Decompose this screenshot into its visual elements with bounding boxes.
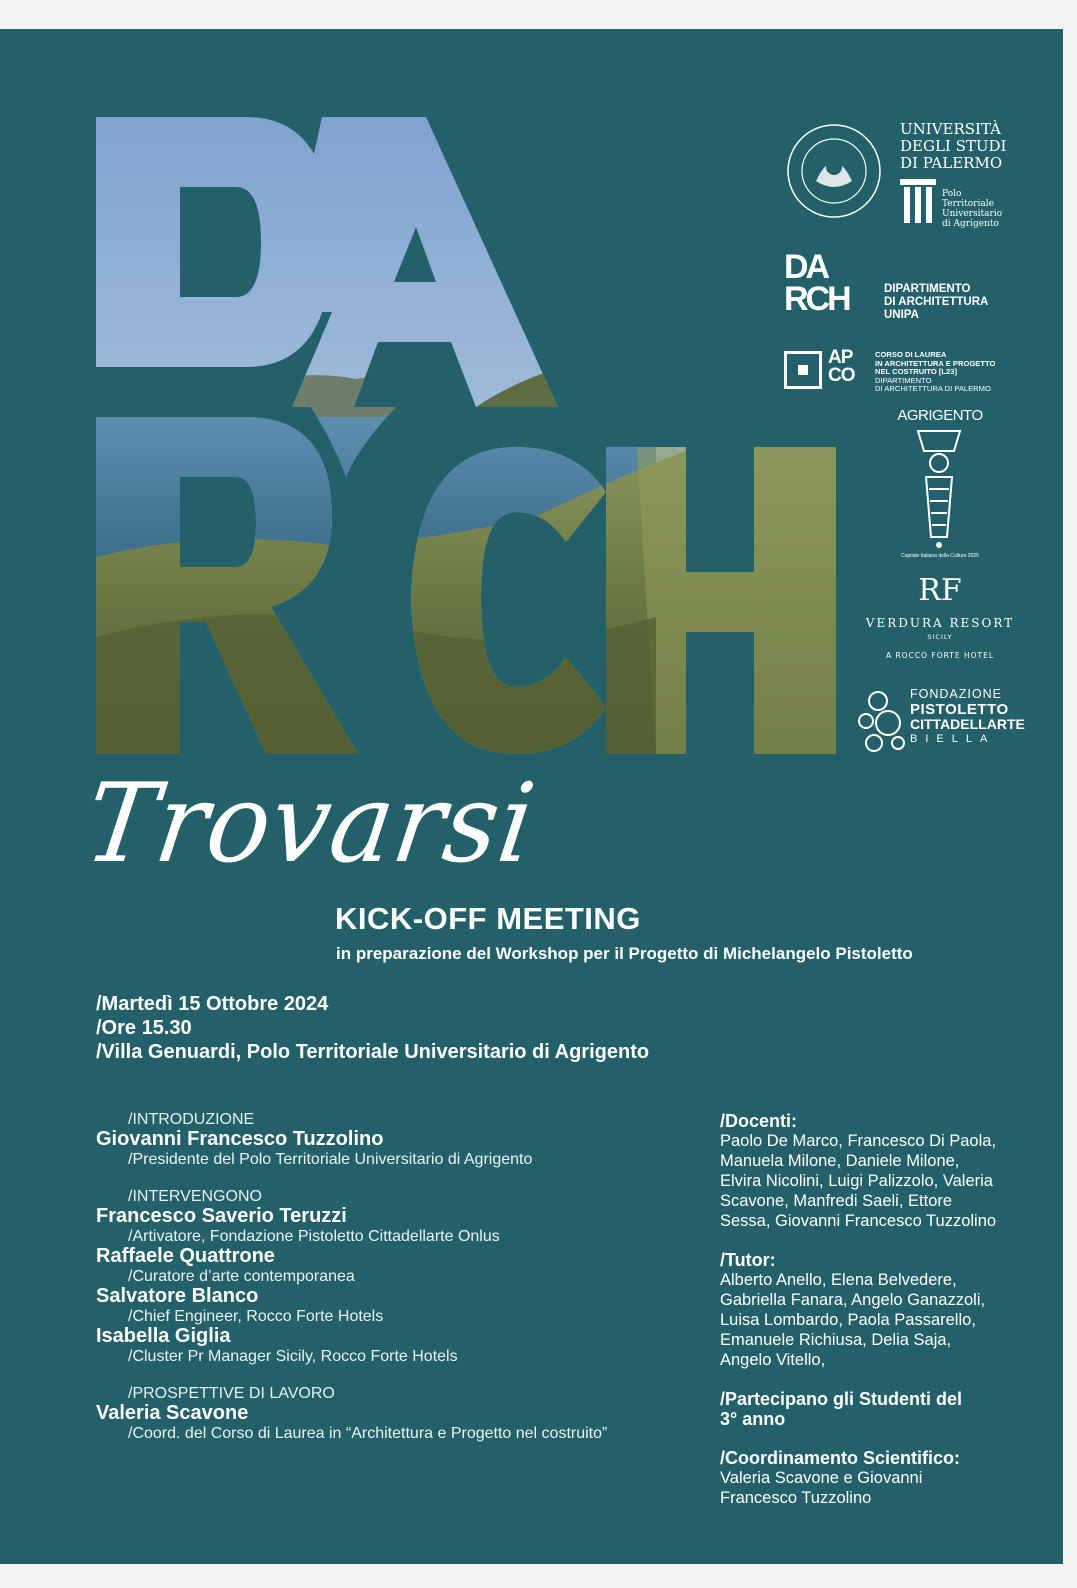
tutor-heading: /Tutor:	[720, 1250, 776, 1270]
polo-agrigento-label: Polo Territoriale Universitario di Agrigento	[942, 189, 1003, 229]
prospects-name: Valeria Scavone	[96, 1402, 249, 1424]
darch-letters-landscape	[96, 117, 836, 754]
verdura-resort-name: VERDURA RESORT	[865, 616, 1015, 630]
speakers-label: /INTERVENGONO	[128, 1188, 262, 1205]
intro-name: Giovanni Francesco Tuzzolino	[96, 1128, 384, 1150]
polo-columns-icon	[898, 179, 938, 227]
kickoff-title: KICK-OFF MEETING	[335, 901, 641, 936]
darch-logo-text: DIPARTIMENTO DI ARCHITETTURA UNIPA	[884, 283, 989, 321]
darch-hero-graphic	[96, 117, 836, 754]
speaker-name: Isabella Giglia	[96, 1325, 231, 1347]
event-date: /Martedì 15 Ottobre 2024	[96, 993, 329, 1015]
docenti-list: Paolo De Marco, Francesco Di Paola, Manuela Milone, Daniele Milone, Elvira Nicolini, Luigi Palizzolo, Valeria Scavone, Manfredi Saeli, Ettore Sessa, Giovanni Francesco Tuzzolino	[720, 1132, 997, 1230]
intro-role: /Presidente del Polo Territoriale Universitario di Agrigento	[128, 1151, 533, 1168]
kickoff-subtitle: in preparazione del Workshop per il Progetto di Michelangelo Pistoletto	[336, 944, 913, 963]
coord-names: Valeria Scavone e Giovanni Francesco Tuzzolino	[720, 1469, 923, 1507]
credits-column	[720, 1111, 1020, 1508]
rf-monogram-logo: RF	[918, 573, 962, 608]
speaker-role: /Cluster Pr Manager Sicily, Rocco Forte Hotels	[128, 1348, 458, 1365]
intro-label: /INTRODUZIONE	[128, 1111, 255, 1128]
coord-heading: /Coordinamento Scientifico:	[720, 1448, 961, 1468]
prospects-label: /PROSPETTIVE DI LAVORO	[128, 1385, 335, 1402]
unipa-seal-logo	[786, 123, 882, 219]
speaker-role: /Chief Engineer, Rocco Forte Hotels	[128, 1308, 384, 1325]
speaker-role: /Artivatore, Fondazione Pistoletto Cittadellarte Onlus	[128, 1228, 500, 1245]
pistoletto-infinity-icon	[858, 687, 908, 755]
verdura-sicily-label: SICILY	[927, 633, 953, 641]
prospects-role: /Coord. del Corso di Laurea in “Architettura e Progetto nel costruito”	[128, 1425, 608, 1442]
unipa-wordmark: UNIVERSITÀ DEGLI STUDI DI PALERMO	[900, 120, 1007, 172]
docenti-heading: /Docenti:	[720, 1111, 798, 1131]
agrigento-telamon-icon	[914, 427, 964, 553]
poster	[0, 29, 1063, 1564]
rocco-forte-label: A ROCCO FORTE HOTEL	[885, 651, 995, 660]
tutor-list: Alberto Anello, Elena Belvedere, Gabriella Fanara, Angelo Ganazzoli, Luisa Lombardo, Paola Passarello, Emanuele Richiusa, Delia Saja, Angelo Vitello,	[720, 1271, 986, 1369]
speaker-name: Francesco Saverio Teruzzi	[96, 1205, 347, 1227]
trovarsi-script-title: Trovarsi	[77, 759, 543, 888]
agrigento-title: AGRIGENTO	[897, 407, 983, 424]
program-column	[96, 1111, 696, 1443]
agrigento-caption: Capitale Italiana della Cultura 2025	[901, 553, 979, 559]
event-time: /Ore 15.30	[96, 1017, 192, 1039]
apco-square-icon	[784, 351, 822, 389]
apco-logo-text: CORSO DI LAUREA IN ARCHITETTURA E PROGETTO NEL COSTRUITO [L23] DIPARTIMENTO DI ARCHITETTURA DI PALERMO	[875, 350, 996, 394]
event-info	[96, 992, 649, 1064]
apco-logo-mark: AP CO	[828, 347, 855, 386]
speaker-role: /Curatore d’arte contemporanea	[128, 1268, 355, 1285]
students-heading: /Partecipano gli Studenti del 3° anno	[720, 1389, 963, 1429]
event-place: /Villa Genuardi, Polo Territoriale Universitario di Agrigento	[96, 1041, 650, 1063]
darch-logo-mark: DA RCH	[784, 248, 849, 318]
pistoletto-wordmark: FONDAZIONE PISTOLETTO CITTADELLARTE BIELLA	[910, 687, 1025, 745]
speaker-name: Salvatore Blanco	[96, 1285, 259, 1307]
speaker-name: Raffaele Quattrone	[96, 1245, 275, 1267]
